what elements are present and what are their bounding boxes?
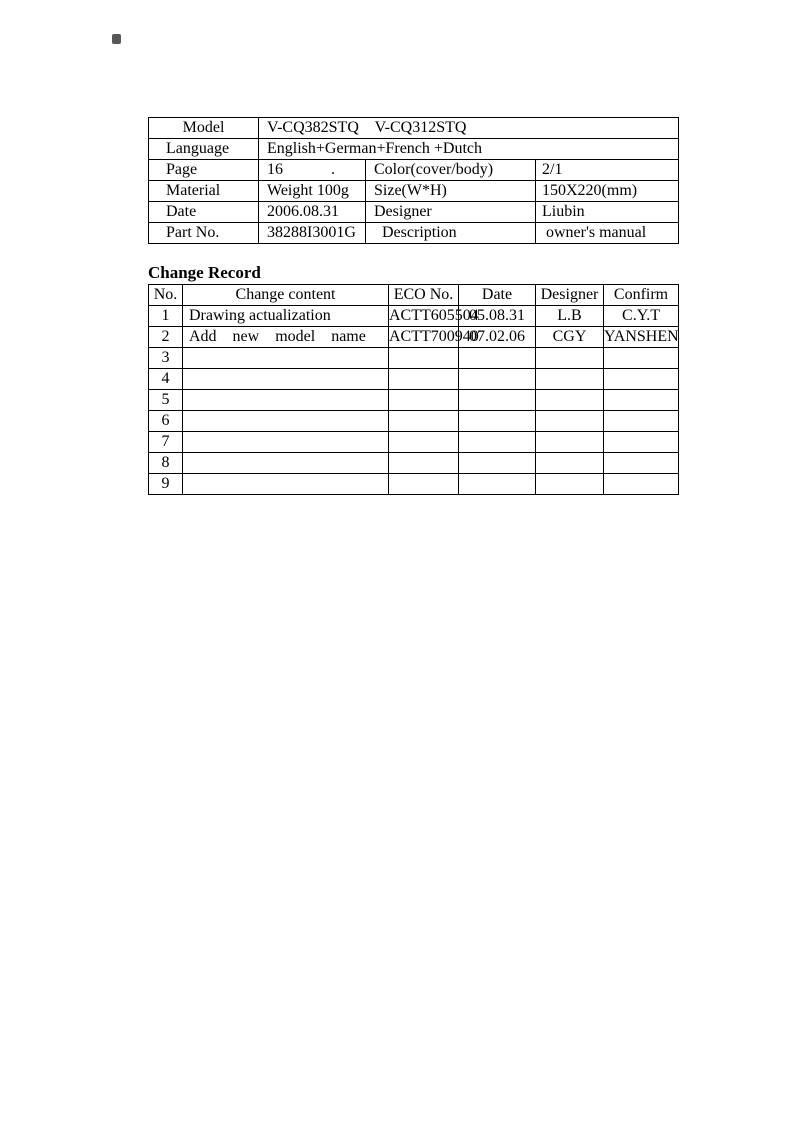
cell-date: [459, 474, 536, 495]
cell-eco: ACTT700940: [389, 327, 459, 348]
change-record-row: [149, 453, 679, 474]
cell-date: 05.08.31: [459, 306, 536, 327]
spec-label-partno: Part No.: [149, 223, 259, 244]
cell-designer: [536, 369, 604, 390]
cell-designer: [536, 411, 604, 432]
cell-content: [183, 369, 389, 390]
change-record-row: [149, 306, 679, 327]
header-designer: Designer: [536, 285, 604, 306]
spec-row-date: [149, 202, 679, 223]
header-confirm: Confirm: [604, 285, 679, 306]
cell-date: [459, 390, 536, 411]
scan-artifact-mark: [112, 34, 121, 44]
cell-designer: [536, 390, 604, 411]
change-record-row: [149, 390, 679, 411]
cell-no: 6: [149, 411, 183, 432]
cell-no: 3: [149, 348, 183, 369]
cell-no: 4: [149, 369, 183, 390]
spec-label-language: Language: [149, 139, 259, 160]
spec-label-model: Model: [149, 118, 259, 139]
cell-content: [183, 432, 389, 453]
cell-confirm: [604, 474, 679, 495]
spec-label-size: Size(W*H): [366, 181, 536, 202]
cell-content: [183, 453, 389, 474]
spec-value-weight: Weight 100g: [259, 181, 366, 202]
spec-label-description: Description: [366, 223, 536, 244]
spec-label-page: Page: [149, 160, 259, 181]
spec-value-designer: Liubin: [536, 202, 679, 223]
cell-content: [183, 411, 389, 432]
cell-date: [459, 348, 536, 369]
change-record-row: [149, 411, 679, 432]
cell-date: [459, 453, 536, 474]
spec-label-designer: Designer: [366, 202, 536, 223]
header-no: No.: [149, 285, 183, 306]
cell-designer: [536, 432, 604, 453]
cell-content: [183, 474, 389, 495]
cell-eco: [389, 474, 459, 495]
cell-eco: [389, 411, 459, 432]
header-change-content: Change content: [183, 285, 389, 306]
cell-date: [459, 432, 536, 453]
cell-date: [459, 369, 536, 390]
cell-eco: [389, 453, 459, 474]
cell-designer: CGY: [536, 327, 604, 348]
cell-no: 1: [149, 306, 183, 327]
cell-confirm: [604, 348, 679, 369]
cell-confirm: [604, 411, 679, 432]
cell-confirm: [604, 453, 679, 474]
spec-label-color: Color(cover/body): [366, 160, 536, 181]
spec-row-page: [149, 160, 679, 181]
cell-eco: [389, 348, 459, 369]
cell-content: Drawing actualization: [183, 306, 389, 327]
cell-no: 9: [149, 474, 183, 495]
change-record-heading: Change Record: [148, 263, 261, 282]
spec-row-model: [149, 118, 679, 139]
cell-designer: [536, 453, 604, 474]
change-record-row: [149, 369, 679, 390]
header-eco-no: ECO No.: [389, 285, 459, 306]
spec-row-partno: [149, 223, 679, 244]
cell-no: 8: [149, 453, 183, 474]
cell-confirm: YANSHEN: [604, 327, 679, 348]
spec-row-language: [149, 139, 679, 160]
cell-eco: ACTT605504: [389, 306, 459, 327]
cell-confirm: C.Y.T: [604, 306, 679, 327]
spec-value-model: V-CQ382STQ V-CQ312STQ: [259, 118, 679, 139]
change-record-table: [148, 284, 679, 495]
cell-content: [183, 348, 389, 369]
cell-confirm: [604, 390, 679, 411]
spec-value-size: 150X220(mm): [536, 181, 679, 202]
cell-content: [183, 390, 389, 411]
cell-confirm: [604, 432, 679, 453]
cell-eco: [389, 369, 459, 390]
cell-eco: [389, 390, 459, 411]
spec-value-date: 2006.08.31: [259, 202, 366, 223]
cell-content: Add new model name: [183, 327, 389, 348]
cell-designer: [536, 348, 604, 369]
cell-no: 2: [149, 327, 183, 348]
change-record-row: [149, 327, 679, 348]
spec-value-page: 16 .: [259, 160, 366, 181]
cell-no: 5: [149, 390, 183, 411]
spec-value-color: 2/1: [536, 160, 679, 181]
spec-table: [148, 117, 679, 244]
spec-label-date: Date: [149, 202, 259, 223]
cell-date: [459, 411, 536, 432]
spec-label-material: Material: [149, 181, 259, 202]
spec-value-language: English+German+French +Dutch: [259, 139, 679, 160]
cell-date: 07.02.06: [459, 327, 536, 348]
spec-value-partno: 38288I3001G: [259, 223, 366, 244]
spec-value-description: owner's manual: [536, 223, 679, 244]
change-record-row: [149, 348, 679, 369]
change-record-row: [149, 474, 679, 495]
cell-eco: [389, 432, 459, 453]
header-date: Date: [459, 285, 536, 306]
spec-row-material: [149, 181, 679, 202]
cell-no: 7: [149, 432, 183, 453]
cell-designer: L.B: [536, 306, 604, 327]
change-record-header-row: [149, 285, 679, 306]
change-record-row: [149, 432, 679, 453]
cell-confirm: [604, 369, 679, 390]
cell-designer: [536, 474, 604, 495]
